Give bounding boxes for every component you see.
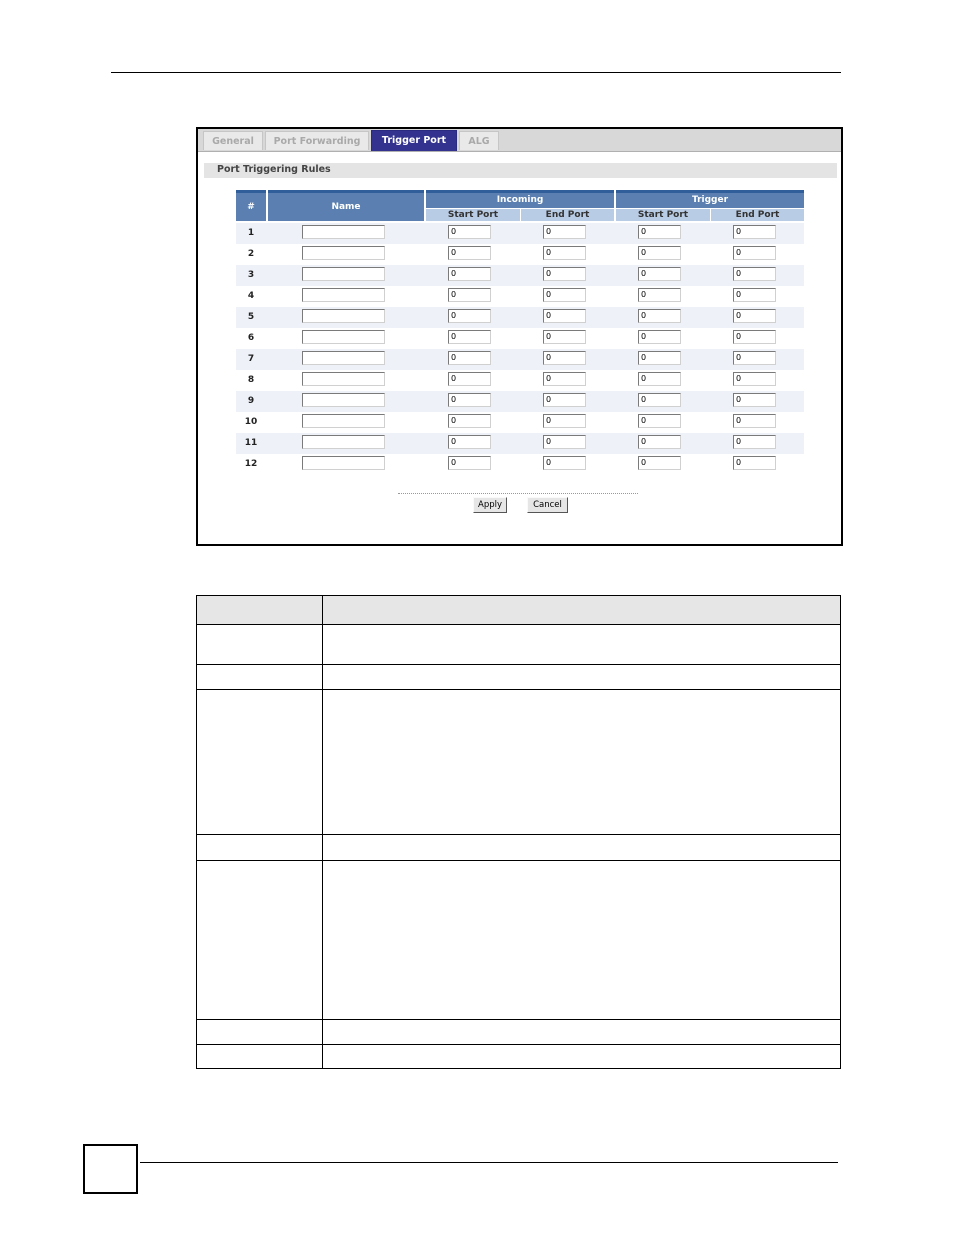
row-number: 11: [244, 438, 258, 448]
incoming-start-port-input[interactable]: 0: [448, 225, 491, 239]
table-row: [236, 412, 804, 433]
router-screenshot: [196, 127, 843, 546]
table-row: [236, 391, 804, 412]
trigger-end-port-input[interactable]: 0: [733, 267, 776, 281]
row-number: 5: [247, 312, 255, 322]
trigger-start-port-input[interactable]: 0: [638, 225, 681, 239]
row-number: 3: [247, 270, 255, 280]
row-number: 8: [247, 375, 255, 385]
header-number: #: [236, 190, 266, 221]
incoming-start-port-input[interactable]: 0: [448, 267, 491, 281]
page-bottom-rule: [140, 1162, 838, 1163]
name-input[interactable]: [302, 288, 385, 302]
trigger-start-port-input[interactable]: 0: [638, 246, 681, 260]
name-input[interactable]: [302, 393, 385, 407]
table-row: [236, 328, 804, 349]
trigger-end-port-input[interactable]: 0: [733, 372, 776, 386]
table-row: [236, 433, 804, 454]
description-table-column-divider: [322, 596, 323, 1068]
field-description-table: [196, 595, 841, 1069]
header-trigger-end-port: End Port: [711, 209, 804, 221]
header-incoming-start-port: Start Port: [426, 209, 520, 221]
description-table-row-divider: [197, 1019, 840, 1020]
incoming-end-port-input[interactable]: 0: [543, 288, 586, 302]
row-number: 10: [244, 417, 258, 427]
table-row: [236, 349, 804, 370]
trigger-start-port-input[interactable]: 0: [638, 330, 681, 344]
name-input[interactable]: [302, 414, 385, 428]
trigger-start-port-input[interactable]: 0: [638, 435, 681, 449]
incoming-end-port-input[interactable]: 0: [543, 351, 586, 365]
cancel-button[interactable]: Cancel: [527, 497, 568, 513]
name-input[interactable]: [302, 309, 385, 323]
page-number-box: [83, 1144, 138, 1194]
description-table-row-divider: [197, 664, 840, 665]
incoming-start-port-input[interactable]: 0: [448, 393, 491, 407]
header-name: Name: [268, 190, 424, 221]
table-row: [236, 307, 804, 328]
trigger-start-port-input[interactable]: 0: [638, 372, 681, 386]
incoming-end-port-input[interactable]: 0: [543, 414, 586, 428]
trigger-start-port-input[interactable]: 0: [638, 288, 681, 302]
row-number: 12: [244, 459, 258, 469]
description-table-row-divider: [197, 1044, 840, 1045]
trigger-end-port-input[interactable]: 0: [733, 351, 776, 365]
trigger-end-port-input[interactable]: 0: [733, 435, 776, 449]
header-incoming-end-port: End Port: [521, 209, 614, 221]
incoming-end-port-input[interactable]: 0: [543, 372, 586, 386]
trigger-start-port-input[interactable]: 0: [638, 267, 681, 281]
incoming-end-port-input[interactable]: 0: [543, 435, 586, 449]
incoming-start-port-input[interactable]: 0: [448, 351, 491, 365]
table-row: [236, 244, 804, 265]
incoming-start-port-input[interactable]: 0: [448, 330, 491, 344]
trigger-start-port-input[interactable]: 0: [638, 351, 681, 365]
row-number: 1: [247, 228, 255, 238]
name-input[interactable]: [302, 267, 385, 281]
incoming-end-port-input[interactable]: 0: [543, 225, 586, 239]
incoming-end-port-input[interactable]: 0: [543, 393, 586, 407]
name-input[interactable]: [302, 330, 385, 344]
dotted-separator: [398, 493, 638, 494]
tab-trigger-port[interactable]: Trigger Port: [371, 130, 457, 151]
row-number: 9: [247, 396, 255, 406]
trigger-start-port-input[interactable]: 0: [638, 414, 681, 428]
description-table-header: [197, 596, 840, 625]
table-row: [236, 223, 804, 244]
trigger-start-port-input[interactable]: 0: [638, 393, 681, 407]
trigger-end-port-input[interactable]: 0: [733, 246, 776, 260]
incoming-end-port-input[interactable]: 0: [543, 309, 586, 323]
incoming-start-port-input[interactable]: 0: [448, 246, 491, 260]
incoming-end-port-input[interactable]: 0: [543, 267, 586, 281]
table-row: [236, 286, 804, 307]
incoming-start-port-input[interactable]: 0: [448, 435, 491, 449]
description-table-row-divider: [197, 860, 840, 861]
row-number: 6: [247, 333, 255, 343]
section-title: Port Triggering Rules: [217, 164, 331, 175]
name-input[interactable]: [302, 372, 385, 386]
incoming-start-port-input[interactable]: 0: [448, 288, 491, 302]
name-input[interactable]: [302, 435, 385, 449]
header-trigger: Trigger: [616, 190, 804, 208]
trigger-start-port-input[interactable]: 0: [638, 456, 681, 470]
trigger-end-port-input[interactable]: 0: [733, 225, 776, 239]
incoming-start-port-input[interactable]: 0: [448, 414, 491, 428]
page-top-rule: [111, 72, 841, 73]
incoming-start-port-input[interactable]: 0: [448, 456, 491, 470]
header-incoming: Incoming: [426, 190, 614, 208]
name-input[interactable]: [302, 456, 385, 470]
name-input[interactable]: [302, 246, 385, 260]
apply-button[interactable]: Apply: [473, 497, 507, 513]
incoming-start-port-input[interactable]: 0: [448, 309, 491, 323]
trigger-end-port-input[interactable]: 0: [733, 288, 776, 302]
incoming-end-port-input[interactable]: 0: [543, 330, 586, 344]
trigger-end-port-input[interactable]: 0: [733, 414, 776, 428]
tab-alg[interactable]: ALG: [459, 131, 499, 150]
description-table-row-divider: [197, 834, 840, 835]
tab-bar: [198, 129, 841, 152]
row-number: 7: [247, 354, 255, 364]
header-trigger-start-port: Start Port: [616, 209, 710, 221]
trigger-end-port-input[interactable]: 0: [733, 309, 776, 323]
table-row: [236, 370, 804, 391]
row-number: 2: [247, 249, 255, 259]
description-table-row-divider: [197, 689, 840, 690]
trigger-end-port-input[interactable]: 0: [733, 393, 776, 407]
incoming-end-port-input[interactable]: 0: [543, 246, 586, 260]
name-input[interactable]: [302, 351, 385, 365]
incoming-start-port-input[interactable]: 0: [448, 372, 491, 386]
tab-port-forwarding[interactable]: Port Forwarding: [265, 131, 369, 150]
incoming-end-port-input[interactable]: 0: [543, 456, 586, 470]
trigger-end-port-input[interactable]: 0: [733, 456, 776, 470]
trigger-end-port-input[interactable]: 0: [733, 330, 776, 344]
table-row: [236, 454, 804, 475]
tab-general[interactable]: General: [203, 131, 263, 150]
trigger-start-port-input[interactable]: 0: [638, 309, 681, 323]
name-input[interactable]: [302, 225, 385, 239]
table-row: [236, 265, 804, 286]
row-number: 4: [247, 291, 255, 301]
